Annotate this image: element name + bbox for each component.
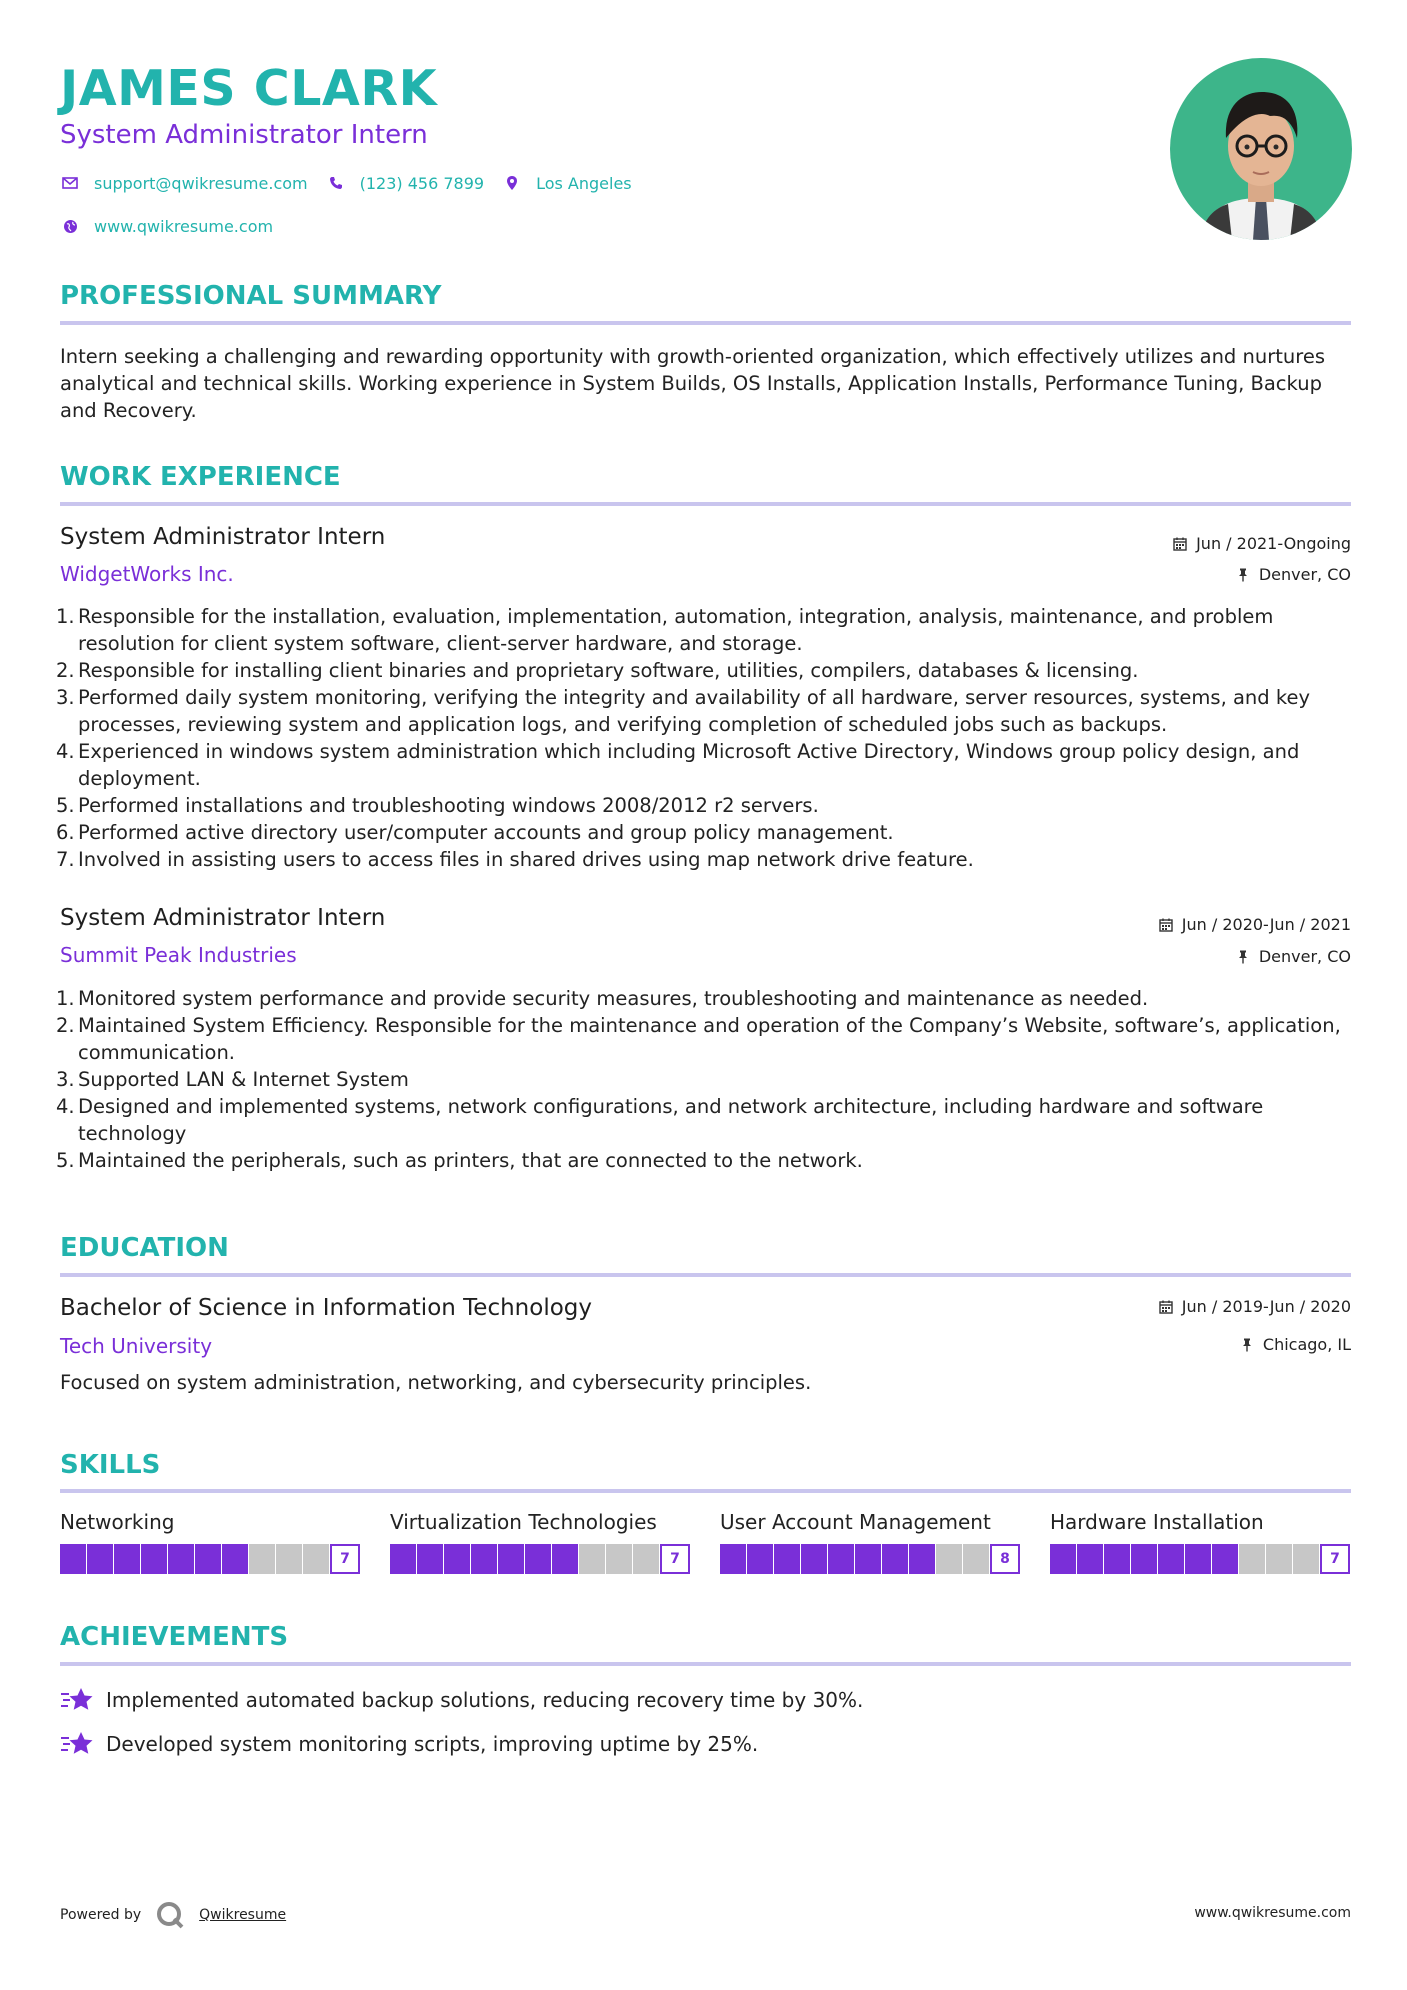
phone-number: (123) 456 7899 bbox=[359, 173, 485, 193]
skill-score: 8 bbox=[990, 1544, 1020, 1574]
job-bullets bbox=[56, 985, 1351, 1174]
skill-bar-segment bbox=[249, 1544, 275, 1574]
list-item: 3. Performed daily system monitoring, verifying the integrity and availability of all hardware, server resources, systems, and key processes, reviewing system and application logs, and verifying completion of scheduled jobs such as backups. bbox=[56, 686, 1311, 736]
list-item: 5. Maintained the peripherals, such as printers, that are connected to the network. bbox=[56, 1149, 863, 1172]
website-link[interactable]: www.qwikresume.com bbox=[94, 216, 274, 236]
school-name: Tech University bbox=[60, 1334, 213, 1358]
skill-bar-segment bbox=[828, 1544, 854, 1574]
job-bullets bbox=[56, 603, 1351, 873]
skill-score: 7 bbox=[330, 1544, 360, 1574]
job-title: System Administrator Intern bbox=[60, 905, 386, 931]
skill-bar-segment bbox=[87, 1544, 113, 1574]
qwikresume-logo-icon bbox=[155, 1900, 185, 1930]
skill-bar-segments bbox=[720, 1544, 990, 1574]
brand-link[interactable]: Qwikresume bbox=[199, 1907, 287, 1923]
job-dates-text: Jun / 2021-Ongoing bbox=[1196, 534, 1351, 553]
section-divider bbox=[60, 321, 1351, 325]
education-dates bbox=[1158, 1297, 1351, 1316]
skill-bar-segment bbox=[417, 1544, 443, 1574]
education-location bbox=[1239, 1335, 1351, 1354]
skill-bar-segment bbox=[1077, 1544, 1103, 1574]
list-item: 2. Responsible for installing client binaries and proprietary software, utilities, compilers, databases & licensing. bbox=[56, 659, 1139, 682]
list-item: 4. Designed and implemented systems, network configurations, and network architecture, including hardware and software technology bbox=[56, 1095, 1264, 1145]
section-divider bbox=[60, 1489, 1351, 1493]
star-icon bbox=[60, 1729, 94, 1759]
achievement-text: Developed system monitoring scripts, improving uptime by 25%. bbox=[106, 1732, 759, 1756]
list-item: 2. Maintained System Efficiency. Responsible for the maintenance and operation of the Company’s Website, software’s, application, communication. bbox=[56, 1014, 1341, 1064]
skill-bar-segment bbox=[633, 1544, 659, 1574]
skill-bar-segments bbox=[60, 1544, 330, 1574]
skill-bar bbox=[720, 1544, 1020, 1574]
skill-bar-segments bbox=[1050, 1544, 1320, 1574]
skills-heading: SKILLS bbox=[60, 1450, 161, 1480]
website-row bbox=[60, 216, 291, 236]
skill-bar-segment bbox=[963, 1544, 989, 1574]
education-dates-text: Jun / 2019-Jun / 2020 bbox=[1181, 1297, 1351, 1316]
skill-bar-segment bbox=[1158, 1544, 1184, 1574]
achievement-item bbox=[60, 1729, 758, 1759]
job-dates-text: Jun / 2020-Jun / 2021 bbox=[1181, 915, 1351, 934]
skill-bar-segment bbox=[606, 1544, 632, 1574]
pushpin-icon bbox=[1235, 949, 1251, 965]
pushpin-icon bbox=[1239, 1337, 1255, 1353]
candidate-title: System Administrator Intern bbox=[60, 120, 428, 150]
calendar-icon bbox=[1172, 536, 1188, 552]
skill-name: Networking bbox=[60, 1510, 175, 1534]
footer-url[interactable]: www.qwikresume.com bbox=[1194, 1905, 1351, 1921]
skill-bar-segment bbox=[303, 1544, 329, 1574]
skill-bar bbox=[390, 1544, 690, 1574]
skill-bar-segment bbox=[471, 1544, 497, 1574]
skill-score: 7 bbox=[1320, 1544, 1350, 1574]
list-item: 1. Responsible for the installation, evaluation, implementation, automation, integration, analysis, maintenance, and problem resolution for client system software, client-server hardware, and storage. bbox=[56, 605, 1274, 655]
skill-bar-segment bbox=[774, 1544, 800, 1574]
candidate-name: JAMES CLARK bbox=[60, 60, 438, 117]
calendar-icon bbox=[1158, 1299, 1174, 1315]
skill-bar-segment bbox=[1050, 1544, 1076, 1574]
skill-bar-segment bbox=[195, 1544, 221, 1574]
skill-bar-segment bbox=[444, 1544, 470, 1574]
location-text: Los Angeles bbox=[536, 173, 632, 193]
job-title: System Administrator Intern bbox=[60, 524, 386, 550]
skill-bar-segment bbox=[141, 1544, 167, 1574]
email-link[interactable]: support@qwikresume.com bbox=[94, 173, 308, 193]
globe-icon bbox=[60, 216, 80, 236]
skill-bar-segment bbox=[909, 1544, 935, 1574]
skill-bar-segment bbox=[855, 1544, 881, 1574]
location-pin-icon bbox=[502, 173, 522, 193]
job-location bbox=[1235, 565, 1351, 584]
skill-name: User Account Management bbox=[720, 1510, 991, 1534]
job-location bbox=[1235, 947, 1351, 966]
job-dates bbox=[1172, 534, 1351, 553]
skill-bar-segment bbox=[1293, 1544, 1319, 1574]
skill-bar-segment bbox=[390, 1544, 416, 1574]
powered-by-label: Powered by bbox=[60, 1907, 142, 1923]
envelope-icon bbox=[60, 173, 80, 193]
achievement-text: Implemented automated backup solutions, reducing recovery time by 30%. bbox=[106, 1688, 864, 1712]
skill-bar-segment bbox=[222, 1544, 248, 1574]
list-item: 7. Involved in assisting users to access files in shared drives using map network drive feature. bbox=[56, 848, 974, 871]
pushpin-icon bbox=[1235, 567, 1251, 583]
section-divider bbox=[60, 502, 1351, 506]
experience-heading: WORK EXPERIENCE bbox=[60, 462, 341, 492]
education-description: Focused on system administration, networking, and cybersecurity principles. bbox=[60, 1371, 812, 1394]
skill-score: 7 bbox=[660, 1544, 690, 1574]
section-divider bbox=[60, 1273, 1351, 1277]
skill-item bbox=[1050, 1510, 1350, 1574]
skill-bar-segment bbox=[882, 1544, 908, 1574]
skill-bar-segment bbox=[579, 1544, 605, 1574]
list-item: 5. Performed installations and troubleshooting windows 2008/2012 r2 servers. bbox=[56, 794, 819, 817]
skill-bar bbox=[60, 1544, 360, 1574]
section-divider bbox=[60, 1662, 1351, 1666]
star-icon bbox=[60, 1685, 94, 1715]
skill-bar-segment bbox=[1104, 1544, 1130, 1574]
skill-item bbox=[390, 1510, 690, 1574]
skill-name: Virtualization Technologies bbox=[390, 1510, 657, 1534]
footer-powered-by bbox=[60, 1900, 286, 1930]
list-item: 1. Monitored system performance and provide security measures, troubleshooting and maintenance as needed. bbox=[56, 987, 1149, 1010]
skill-bar-segment bbox=[801, 1544, 827, 1574]
skill-bar-segment bbox=[1185, 1544, 1211, 1574]
skill-bar-segment bbox=[276, 1544, 302, 1574]
resume-page bbox=[56, 0, 1351, 1990]
summary-text: Intern seeking a challenging and rewarding opportunity with growth-oriented organization, which effectively utilizes and nurtures analytical and technical skills. Working experience in System Builds, OS Installs, Application Installs, Performance Tuning, Backup and Recovery. bbox=[60, 345, 1325, 422]
job-location-text: Denver, CO bbox=[1258, 947, 1351, 966]
skill-bar-segment bbox=[1212, 1544, 1238, 1574]
job-dates bbox=[1158, 915, 1351, 934]
education-heading: EDUCATION bbox=[60, 1233, 229, 1263]
skill-item bbox=[720, 1510, 1020, 1574]
skill-bar-segment bbox=[936, 1544, 962, 1574]
skill-bar-segment bbox=[1266, 1544, 1292, 1574]
profile-photo bbox=[1170, 58, 1352, 240]
skill-item bbox=[60, 1510, 360, 1574]
list-item: 3. Supported LAN & Internet System bbox=[56, 1068, 409, 1091]
summary-heading: PROFESSIONAL SUMMARY bbox=[60, 281, 442, 311]
skill-bar-segment bbox=[747, 1544, 773, 1574]
skill-bar-segment bbox=[552, 1544, 578, 1574]
skill-bar-segments bbox=[390, 1544, 660, 1574]
achievement-item bbox=[60, 1685, 863, 1715]
list-item: 6. Performed active directory user/computer accounts and group policy management. bbox=[56, 821, 894, 844]
phone-icon bbox=[326, 173, 346, 193]
skill-bar-segment bbox=[60, 1544, 86, 1574]
skill-bar-segment bbox=[525, 1544, 551, 1574]
skill-name: Hardware Installation bbox=[1050, 1510, 1264, 1534]
list-item: 4. Experienced in windows system administration which including Microsoft Active Directory, Windows group policy design, and deployment. bbox=[56, 740, 1300, 790]
education-location-text: Chicago, IL bbox=[1262, 1335, 1351, 1354]
skill-bar-segment bbox=[720, 1544, 746, 1574]
calendar-icon bbox=[1158, 917, 1174, 933]
company-name: Summit Peak Industries bbox=[60, 943, 297, 967]
skill-bar-segment bbox=[498, 1544, 524, 1574]
skill-bar bbox=[1050, 1544, 1350, 1574]
degree-title: Bachelor of Science in Information Technology bbox=[60, 1295, 592, 1321]
skill-bar-segment bbox=[1239, 1544, 1265, 1574]
skill-bar-segment bbox=[1131, 1544, 1157, 1574]
job-location-text: Denver, CO bbox=[1258, 565, 1351, 584]
skill-bar-segment bbox=[168, 1544, 194, 1574]
achievements-heading: ACHIEVEMENTS bbox=[60, 1622, 289, 1652]
company-name: WidgetWorks Inc. bbox=[60, 562, 234, 586]
contact-row bbox=[60, 173, 650, 193]
skill-bar-segment bbox=[114, 1544, 140, 1574]
